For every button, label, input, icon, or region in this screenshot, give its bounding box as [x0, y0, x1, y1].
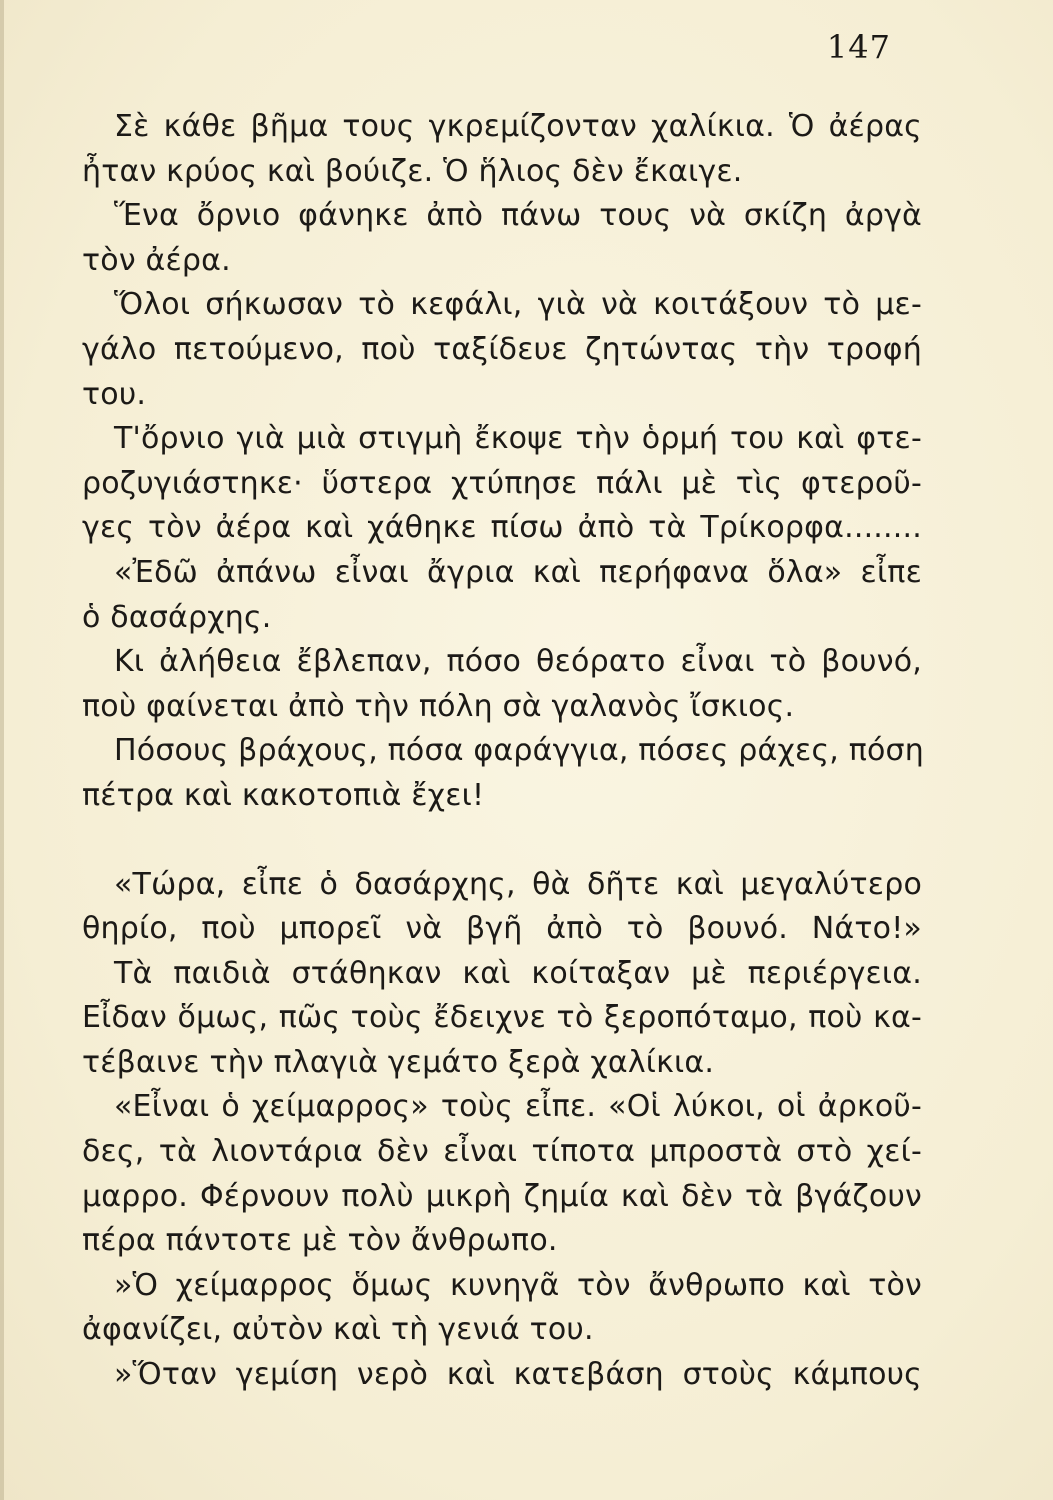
- text-line: Πόσους βράχους, πόσα φαράγγια, πόσες ράχες, πόση: [114, 733, 924, 769]
- body-text: [82, 105, 922, 1398]
- text-line: Εἶδαν ὅμως, πῶς τοὺς ἔδειχνε τὸ ξεροπόταμο, ποὺ κα-: [82, 1000, 922, 1036]
- text-line: γες τὸν ἀέρα καὶ χάθηκε πίσω ἀπὸ τὰ Τρίκορφα........: [82, 510, 922, 546]
- text-line: Τ'ὄρνιο γιὰ μιὰ στιγμὴ ἔκοψε τὴν ὁρμή του καὶ φτε-: [114, 421, 922, 457]
- text-line: του.: [82, 376, 147, 412]
- text-line: ἀφανίζει, αὐτὸν καὶ τὴ γενιά του.: [82, 1312, 594, 1348]
- text-line: «Τώρα, εἶπε ὁ δασάρχης, θὰ δῆτε καὶ μεγαλύτερο: [114, 866, 922, 902]
- text-line: ἦταν κρύος καὶ βούιζε. Ὁ ἥλιος δὲν ἔκαιγε.: [82, 153, 743, 189]
- text-line: τὸν ἀέρα.: [82, 242, 231, 278]
- text-line: «Εἶναι ὁ χείμαρρος» τοὺς εἶπε. «Οἱ λύκοι, οἱ ἀρκοῦ-: [114, 1089, 922, 1125]
- page-edge-shadow: [0, 0, 4, 1500]
- text-line: τέβαινε τὴν πλαγιὰ γεμάτο ξερὰ χαλίκια.: [82, 1044, 715, 1080]
- text-line: Ἕνα ὄρνιο φάνηκε ἀπὸ πάνω τους νὰ σκίζη ἀργὰ: [114, 198, 922, 234]
- text-line: Τὰ παιδιὰ στάθηκαν καὶ κοίταξαν μὲ περιέργεια.: [114, 955, 922, 991]
- text-line: γάλο πετούμενο, ποὺ ταξίδευε ζητώντας τὴν τροφή: [82, 331, 922, 367]
- text-line: θηρίο, ποὺ μπορεῖ νὰ βγῆ ἀπὸ τὸ βουνό. Νάτο!»: [82, 911, 922, 947]
- paragraph-gap: [82, 819, 922, 863]
- text-line: ποὺ φαίνεται ἀπὸ τὴν πόλη σὰ γαλανὸς ἴσκιος.: [82, 688, 795, 724]
- text-line: Σὲ κάθε βῆμα τους γκρεμίζονταν χαλίκια. Ὁ ἀέρας: [114, 109, 922, 144]
- text-line: πέτρα καὶ κακοτοπιὰ ἔχει!: [82, 777, 485, 813]
- text-line: ὁ δασάρχης.: [82, 599, 272, 635]
- text-line: »Ὁ χείμαρρος ὅμως κυνηγᾶ τὸν ἄνθρωπο καὶ τὸν: [114, 1267, 922, 1303]
- text-line: «Ἐδῶ ἀπάνω εἶναι ἄγρια καὶ περήφανα ὅλα» εἶπε: [114, 554, 922, 590]
- text-line: πέρα πάντοτε μὲ τὸν ἄνθρωπο.: [82, 1223, 558, 1259]
- text-line: Κι ἀλήθεια ἔβλεπαν, πόσο θεόρατο εἶναι τὸ βουνό,: [114, 644, 922, 680]
- text-line: δες, τὰ λιοντάρια δὲν εἶναι τίποτα μπροστὰ στὸ χεί-: [82, 1134, 922, 1170]
- text-line: »Ὅταν γεμίση νερὸ καὶ κατεβάση στοὺς κάμπους: [114, 1357, 922, 1393]
- text-line: ροζυγιάστηκε· ὕστερα χτύπησε πάλι μὲ τὶς φτεροῦ-: [82, 465, 922, 501]
- text-line: μαρρο. Φέρνουν πολὺ μικρὴ ζημία καὶ δὲν τὰ βγάζουν: [82, 1178, 922, 1214]
- text-line: Ὅλοι σήκωσαν τὸ κεφάλι, γιὰ νὰ κοιτάξουν τὸ με-: [114, 287, 922, 323]
- page-number: 147: [826, 28, 891, 66]
